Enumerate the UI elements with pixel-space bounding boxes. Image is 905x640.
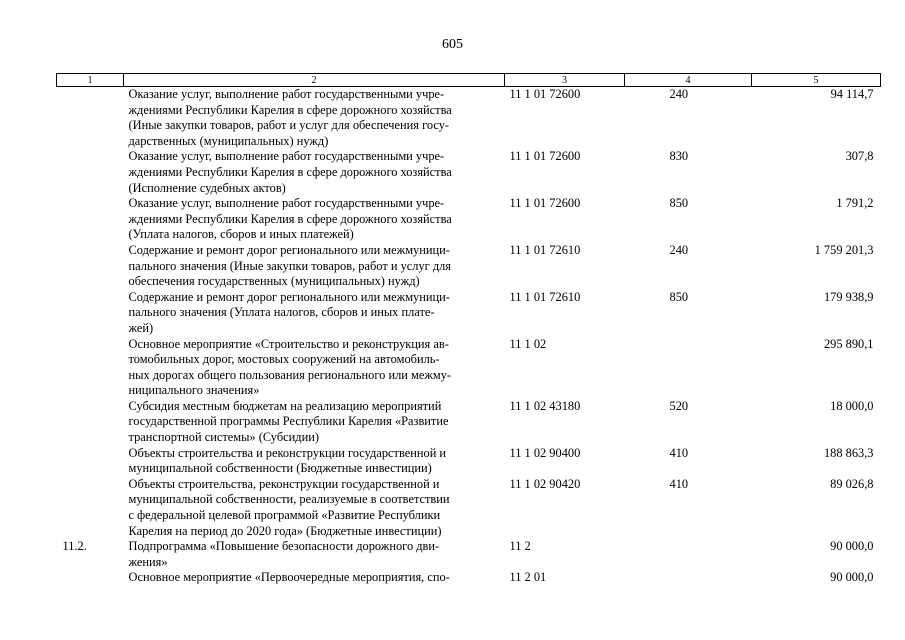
row-name <box>124 196 505 243</box>
table-row <box>57 243 881 290</box>
row-name-line: Содержание и ремонт дорог регионального или межмуници- <box>128 242 450 257</box>
row-name-line: пального значения (Иные закупки товаров, работ и услуг для <box>128 258 452 273</box>
row-number <box>57 337 124 399</box>
row-name-line: с федеральной целевой программой «Развитие Республики <box>128 508 441 523</box>
row-name-line: пального значения (Уплата налогов, сборов и иных плате- <box>128 305 435 320</box>
row-name-line: Основное мероприятие «Первоочередные мероприятия, спо- <box>128 570 450 585</box>
table-row <box>57 539 881 570</box>
table-row <box>57 477 881 539</box>
row-name <box>124 87 505 150</box>
table-row <box>57 196 881 243</box>
row-name-line: ждениями Республики Карелия в сфере дорожного хозяйства <box>128 164 452 179</box>
row-name-line: муниципальной собственности (Бюджетные инвестиции) <box>128 461 432 476</box>
row-name-line: транспортной системы» (Субсидии) <box>128 430 319 445</box>
row-expense-type: 520 <box>669 398 689 413</box>
row-name-line: муниципальной собственности, реализуемые в соответствии <box>128 492 450 507</box>
row-name-line: (Уплата налогов, сборов и иных платежей) <box>128 227 354 242</box>
row-name-line: (Иные закупки товаров, работ и услуг для обеспечения госу- <box>128 118 450 133</box>
row-name <box>124 149 505 196</box>
row-amount: 90 000,0 <box>830 539 874 554</box>
row-name-line: государственной программы Республики Карелия «Развитие <box>128 414 449 429</box>
table-row <box>57 446 881 477</box>
row-amount: 94 114,7 <box>830 87 874 101</box>
row-name <box>124 243 505 290</box>
header-col-1: 1 <box>57 74 124 87</box>
row-amount: 307,8 <box>845 149 874 164</box>
row-amount: 89 026,8 <box>830 476 874 491</box>
row-name-line: ниципального значения» <box>128 383 260 398</box>
row-name <box>124 539 505 570</box>
row-name <box>124 290 505 337</box>
row-number <box>57 243 124 290</box>
row-number <box>57 446 124 477</box>
row-target-code: 11 1 02 90420 <box>509 476 581 491</box>
table-row <box>57 290 881 337</box>
row-number <box>57 196 124 243</box>
row-number <box>57 87 124 150</box>
table-row <box>57 399 881 446</box>
row-name-line: (Исполнение судебных актов) <box>128 180 286 195</box>
row-expense-type <box>625 539 752 570</box>
header-col-2: 2 <box>124 74 505 87</box>
row-name-line: ждениями Республики Карелия в сфере дорожного хозяйства <box>128 211 452 226</box>
header-row <box>57 74 881 87</box>
row-target-code: 11 1 02 43180 <box>509 398 581 413</box>
table-row <box>57 337 881 399</box>
row-amount: 1 791,2 <box>836 196 874 211</box>
header-col-3: 3 <box>505 74 625 87</box>
row-target-code: 11 1 01 72600 <box>509 196 581 211</box>
row-expense-type: 240 <box>669 87 689 101</box>
row-expense-type: 830 <box>669 149 689 164</box>
row-amount: 188 863,3 <box>823 445 874 460</box>
row-target-code: 11 1 01 72610 <box>509 289 581 304</box>
row-name-line: Подпрограмма «Повышение безопасности дорожного дви- <box>128 539 440 554</box>
row-name-line: Оказание услуг, выполнение работ государственными учре- <box>128 87 445 101</box>
row-name <box>124 337 505 399</box>
table-row <box>57 570 881 586</box>
table-row <box>57 87 881 150</box>
row-name-line: дарственных (муниципальных) нужд) <box>128 133 329 148</box>
row-name <box>124 477 505 539</box>
row-name-line: жей) <box>128 320 154 335</box>
row-number <box>57 399 124 446</box>
row-target-code: 11 1 01 72600 <box>509 87 581 101</box>
row-name-line: Объекты строительства и реконструкции государственной и <box>128 445 447 460</box>
row-name <box>124 446 505 477</box>
row-name-line: Оказание услуг, выполнение работ государственными учре- <box>128 149 445 164</box>
row-number: 11.2. <box>62 539 87 554</box>
header-col-4: 4 <box>625 74 752 87</box>
row-amount: 1 759 201,3 <box>814 242 874 257</box>
row-name-line: Карелия на период до 2020 года» (Бюджетные инвестиции) <box>128 523 442 538</box>
budget-table <box>56 73 881 586</box>
row-amount: 18 000,0 <box>830 398 874 413</box>
row-target-code: 11 1 02 90400 <box>509 445 581 460</box>
row-number <box>57 477 124 539</box>
row-number <box>57 290 124 337</box>
row-name-line: Содержание и ремонт дорог регионального или межмуници- <box>128 289 450 304</box>
row-expense-type: 410 <box>669 476 689 491</box>
row-expense-type: 240 <box>669 242 689 257</box>
table-body <box>57 87 881 587</box>
row-number <box>57 570 124 586</box>
row-name-line: жения» <box>128 554 168 569</box>
row-amount: 90 000,0 <box>830 570 874 585</box>
row-expense-type: 850 <box>669 196 689 211</box>
row-expense-type: 410 <box>669 445 689 460</box>
page-number: 605 <box>442 37 463 52</box>
row-amount: 295 890,1 <box>823 336 874 351</box>
table-header <box>57 74 881 87</box>
row-name-line: ждениями Республики Карелия в сфере дорожного хозяйства <box>128 102 452 117</box>
row-expense-type <box>625 570 752 586</box>
row-name-line: томобильных дорог, мостовых сооружений на автомобиль- <box>128 352 440 367</box>
row-target-code: 11 2 01 <box>509 570 547 585</box>
row-name-line: ных дорогах общего пользования регионального или межму- <box>128 367 452 382</box>
row-name <box>124 399 505 446</box>
row-name-line: Объекты строительства, реконструкции государственной и <box>128 476 440 491</box>
row-expense-type: 850 <box>669 289 689 304</box>
header-col-5: 5 <box>752 74 881 87</box>
row-target-code: 11 2 <box>509 539 531 554</box>
row-number <box>57 149 124 196</box>
table-row <box>57 149 881 196</box>
row-name-line: Оказание услуг, выполнение работ государственными учре- <box>128 196 445 211</box>
row-target-code: 11 1 02 <box>509 336 547 351</box>
row-target-code: 11 1 01 72610 <box>509 242 581 257</box>
row-expense-type <box>625 337 752 399</box>
row-amount: 179 938,9 <box>823 289 874 304</box>
row-name-line: обеспечения государственных (муниципальных) нужд) <box>128 274 420 289</box>
row-name <box>124 570 505 586</box>
row-name-line: Основное мероприятие «Строительство и реконструкция ав- <box>128 336 449 351</box>
row-name-line: Субсидия местным бюджетам на реализацию мероприятий <box>128 398 442 413</box>
row-target-code: 11 1 01 72600 <box>509 149 581 164</box>
